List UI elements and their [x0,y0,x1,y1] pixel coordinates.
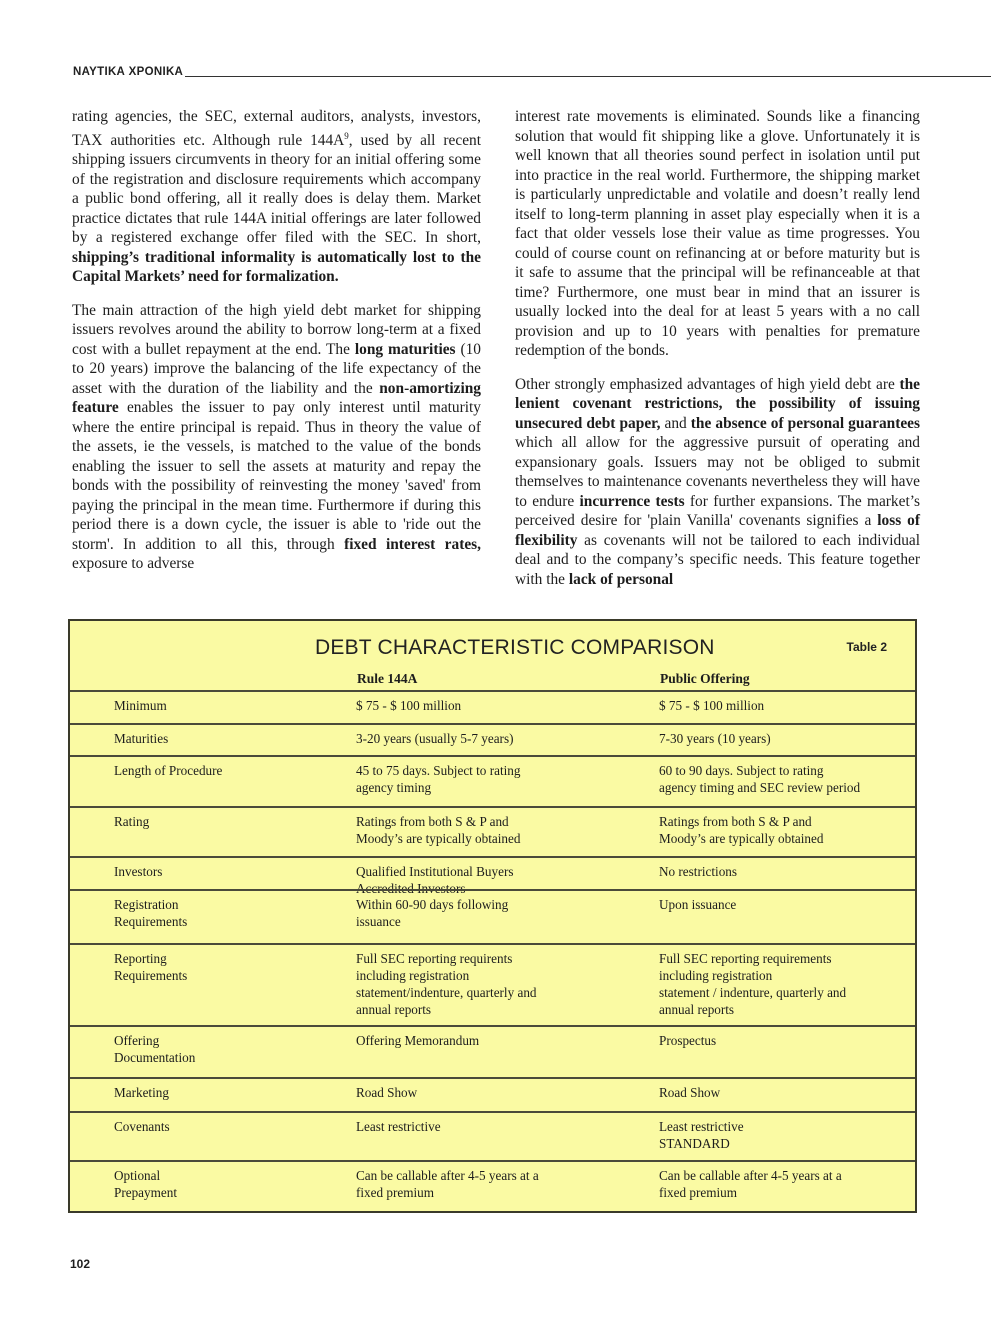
column-header-public-offering: Public Offering [660,671,750,686]
emphasis: the absence of personal guarantees [690,414,920,432]
row-label: Offering Documentation [114,1033,196,1065]
emphasis: shipping’s traditional informality is automatically lost to the Capital Markets’ need for formalization. [72,248,481,286]
column-header-rule-144a: Rule 144A [357,671,418,686]
table-row [70,889,915,943]
header-rule [73,76,991,77]
table-row [70,1025,915,1077]
row-label: Reporting Requirements [114,951,188,983]
paragraph: Other strongly emphasized advantages of high yield debt are the lenient covenant restrictions, the possibility of issuing unsecured debt paper, and the absence of personal guarantees which all allow for the aggressive pursuit of operating and expansionary goals. Issuers may not be obliged to submit themselves to maintenance covenants nevertheless they will have to endure incurrence tests for further expansions. The market’s perceived desire for 'plain Vanilla' covenants signifies a loss of flexibility as covenants will not be tailored to each individual deal and to the company’s specific needs. This feature together with the lack of personal [515,375,921,588]
public-offering-cell: Road Show [659,1085,721,1100]
public-offering-cell: $ 75 - $ 100 million [659,698,765,713]
row-label: Registration Requirements [114,897,188,929]
table-row [70,856,915,896]
public-offering-cell: Least restrictive STANDARD [659,1119,744,1151]
row-label: Rating [114,814,150,829]
table-row [70,755,915,806]
public-offering-cell: Prospectus [659,1033,717,1048]
row-label: Investors [114,864,163,879]
rule-144a-cell: Qualified Institutional Buyers Accredited Investors [356,864,514,896]
emphasis: non-amortizing feature [72,379,481,417]
row-label: Covenants [114,1119,170,1134]
table-row [70,723,915,755]
emphasis: the lenient covenant restrictions, the possibility of issuing unsecured debt paper, [515,375,920,432]
public-offering-cell: Can be callable after 4-5 years at a fixed premium [659,1168,842,1200]
table-title: DEBT CHARACTERISTIC COMPARISON [315,636,715,659]
row-label: Marketing [114,1085,169,1100]
table-row [70,1160,915,1213]
rule-144a-cell: 3-20 years (usually 5-7 years) [356,731,514,746]
public-offering-cell: 60 to 90 days. Subject to rating agency timing and SEC review period [659,763,861,795]
table-row [70,806,915,856]
paragraph: interest rate movements is eliminated. Sounds like a financing solution that would fit shipping like a glove. Unfortunately it is well known that all theories sound perfect in isolation until put into practice in the real world. Furthermore, the shipping market is particularly unpredictable and volatile and doesn’t really lend itself to long-term planning in asset play especially when it is a fact that older vessels lose their value as time progresses. You could of course count on refinancing at or before maturity but is it safe to assume that the principal will be refinanceable at that time? Furthermore, one must bear in mind that an issurer is usually locked into the deal for at least 5 years with a no call provision and up to 10 years with penalties for premature redemption of the bonds. [515,108,920,359]
row-label: Length of Procedure [114,763,223,778]
table-label: Table 2 [846,640,887,654]
table-row [70,690,915,723]
rule-144a-cell: Can be callable after 4-5 years at a fixed premium [356,1168,539,1200]
table-row [70,1111,915,1160]
emphasis: loss of flexibility [515,512,921,549]
rule-144a-cell: Road Show [356,1085,418,1100]
table-row [70,943,915,1025]
rule-144a-cell: 45 to 75 days. Subject to rating agency timing [356,763,521,795]
row-label: Optional Prepayment [114,1168,177,1200]
emphasis: lack of personal [568,570,674,588]
rule-144a-cell: Full SEC reporting requirents including registration statement/indenture, quarterly and annual reports [356,951,537,1017]
public-offering-cell: Upon issuance [659,897,737,912]
left-column [72,107,481,588]
rule-144a-cell: Least restrictive [356,1119,441,1134]
paragraph: rating agencies, the SEC, external auditors, analysts, investors, TAX authorities etc. Although rule $144A^9$, used by all recent shipping issuers circumvents in theory for an initial offering some of the registration and disclosure requirements which accompany a public bond offering, all it really does is delay them. Market practice dictates that rule 144A initial offerings are later followed by a registered exchange offer filed with the SEC. In short, shipping’s traditional informality is automatically lost to the Capital Markets’ need for formalization. [72,108,481,286]
right-column [515,107,920,603]
rule-144a-cell: Within 60-90 days following issuance [356,897,509,929]
row-label: Maturities [114,731,169,746]
rule-144a-cell: Offering Memorandum [356,1033,480,1048]
public-offering-cell: No restrictions [659,864,738,879]
row-label: Minimum [114,698,167,713]
magazine-title: ΝΑΥΤΙΚΑ ΧΡΟΝΙΚΑ [73,66,184,78]
paragraph: The main attraction of the high yield debt market for shipping issuers revolves around the ability to borrow long-term at a fixed cost with a bullet repayment at the end. The long maturities (10 to 20 years) improve the balancing of the life expectancy of the asset with the duration of the liability and the non-amortizing feature enables the issuer to pay only interest until maturity where the entire principal is repaid. Thus in theory the value of the assets, ie the vessels, is matched to the value of the bonds enabling the issuer to sell the assets at maturity and repay the bonds with the possibility of reinvesting the money 'saved' from paying the principal in the mean time. Furthermore if during this period there is a down cycle, the issuer is able to 'ride out the storm'. In addition to all this, through fixed interest rates, exposure to adverse [72,301,481,573]
footnote-ref: 9 [344,130,349,141]
public-offering-cell: 7-30 years (10 years) [659,731,771,746]
public-offering-cell: Full SEC reporting requirements including registration statement / indenture, quarterly and annual reports [659,951,847,1017]
emphasis: fixed interest rates, [344,535,481,553]
rule-144a-cell: Ratings from both S & P and Moody’s are typically obtained [356,814,521,846]
public-offering-cell: Ratings from both S & P and Moody’s are typically obtained [659,814,824,846]
emphasis: long maturities [354,340,456,358]
page-number: 102 [70,1257,91,1271]
running-header [73,66,991,82]
rule-144a-cell: $ 75 - $ 100 million [356,698,462,713]
comparison-table [68,619,917,1213]
table-row [70,1077,915,1111]
emphasis: incurrence tests [579,492,685,510]
